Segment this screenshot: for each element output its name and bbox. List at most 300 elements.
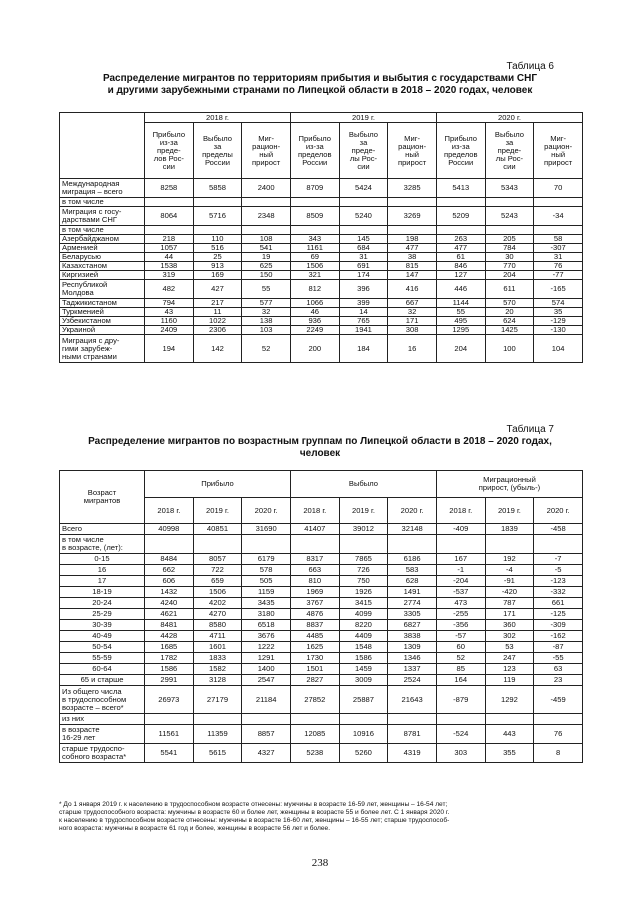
column-header-line: пределов [443, 149, 478, 159]
row-label-line: Молдова [62, 288, 94, 297]
cell: 1601 [193, 642, 242, 653]
group-header: Выбыло [290, 471, 436, 498]
column-header-line: лы Рос- [349, 153, 378, 163]
cell: 812 [290, 280, 339, 299]
column-header [290, 123, 339, 179]
cell: 691 [339, 262, 388, 271]
cell: 6827 [388, 620, 437, 631]
cell: 1730 [290, 653, 339, 664]
column-header-line: преде- [351, 145, 376, 155]
cell: 32 [242, 308, 291, 317]
cell: -537 [436, 587, 485, 598]
cell [388, 226, 437, 235]
cell [242, 198, 291, 207]
cell: 16 [388, 335, 437, 363]
row-label-line: Украиной [62, 325, 96, 334]
cell: 815 [388, 262, 437, 271]
column-header-line: рацион- [544, 141, 573, 151]
cell: 119 [485, 675, 534, 686]
cell: 40998 [145, 524, 194, 535]
cell: -123 [534, 576, 583, 587]
cell: 8781 [388, 725, 437, 744]
cell [290, 226, 339, 235]
column-header-line: Миг- [404, 133, 421, 143]
cell: 4202 [193, 598, 242, 609]
cell [290, 714, 339, 725]
corner-cell [60, 113, 145, 179]
cell: 726 [339, 565, 388, 576]
cell: 3767 [290, 598, 339, 609]
row-label [60, 725, 145, 744]
cell: 5260 [339, 744, 388, 763]
cell [290, 535, 339, 554]
cell: 32 [388, 308, 437, 317]
cell: 2306 [193, 326, 242, 335]
cell: 63 [534, 664, 583, 675]
table-row [60, 244, 583, 253]
row-label-line: Арменией [62, 243, 98, 252]
cell: 477 [388, 244, 437, 253]
corner-line: Возраст [87, 488, 117, 497]
row-label-line: 65 и старше [80, 675, 124, 684]
column-header-line: России [204, 157, 230, 167]
cell: 194 [145, 335, 194, 363]
row-label [60, 299, 145, 308]
row-label-line: ными странами [62, 351, 117, 361]
cell: 3285 [388, 179, 437, 198]
row-label-line: 40-49 [92, 631, 112, 640]
row-label-line: 50-54 [92, 642, 112, 651]
column-header-line: рацион- [398, 141, 427, 151]
cell: 21184 [242, 686, 291, 714]
cell: 8481 [145, 620, 194, 631]
cell: 69 [290, 253, 339, 262]
table6-title: Распределение мигрантов по территориям прибытия и выбытия с государствами СНГ и другими зарубежными странами по Липецкой области в 2018 – 2020 годах, человек [102, 73, 538, 96]
row-label [60, 262, 145, 271]
cell: 4099 [339, 609, 388, 620]
cell: 1969 [290, 587, 339, 598]
cell [339, 198, 388, 207]
footnote-line: * До 1 января 2019 г. к населению в трудоспособном возрасте отнесены: мужчины в возрасте 16-59 лет, женщины – 16-54 лет; [59, 801, 448, 808]
cell: 205 [485, 235, 534, 244]
cell [145, 535, 194, 554]
cell: 218 [145, 235, 194, 244]
cell [485, 226, 534, 235]
column-header-line: России [448, 157, 474, 167]
column-header-line: Выбыло [494, 129, 524, 139]
column-header [485, 123, 534, 179]
cell: 3128 [193, 675, 242, 686]
table-row [60, 587, 583, 598]
cell [193, 226, 242, 235]
year-header: 2018 г. [290, 498, 339, 524]
cell: 1057 [145, 244, 194, 253]
cell: 1222 [242, 642, 291, 653]
cell: 399 [339, 299, 388, 308]
cell: 100 [485, 335, 534, 363]
cell: 5209 [436, 207, 485, 226]
row-label-line: Миграция с дру- [62, 335, 120, 345]
table-row [60, 535, 583, 554]
cell: 787 [485, 598, 534, 609]
cell: 204 [485, 271, 534, 280]
cell: 1066 [290, 299, 339, 308]
year-header: 2019 г. [485, 498, 534, 524]
row-label-line: 25-29 [92, 609, 112, 618]
table-row [60, 235, 583, 244]
cell: 2249 [290, 326, 339, 335]
cell: 1501 [290, 664, 339, 675]
table6-body [60, 179, 583, 363]
group-header [436, 471, 582, 498]
header-row [60, 113, 583, 123]
cell: 2400 [242, 179, 291, 198]
row-label [60, 675, 145, 686]
table7 [59, 470, 583, 763]
column-header-line: Миг- [258, 133, 275, 143]
cell: 11561 [145, 725, 194, 744]
row-label [60, 631, 145, 642]
cell [534, 535, 583, 554]
cell: 495 [436, 317, 485, 326]
row-label-line: 0-15 [94, 554, 110, 563]
cell: 52 [436, 653, 485, 664]
column-header-line: сии [162, 161, 175, 171]
row-label-line: в трудоспособном [62, 694, 127, 704]
cell: 138 [242, 317, 291, 326]
cell: 784 [485, 244, 534, 253]
row-label [60, 244, 145, 253]
cell: 4319 [388, 744, 437, 763]
cell: 23 [534, 675, 583, 686]
row-label [60, 226, 145, 235]
column-header [436, 123, 485, 179]
cell: 750 [339, 576, 388, 587]
table-row [60, 686, 583, 714]
cell: 110 [193, 235, 242, 244]
year-header: 2020 г. [242, 498, 291, 524]
cell: 1506 [290, 262, 339, 271]
row-label-line: Киргизией [62, 270, 99, 279]
row-label [60, 524, 145, 535]
cell: 31 [339, 253, 388, 262]
cell: 142 [193, 335, 242, 363]
row-label-line: 30-39 [92, 620, 112, 629]
cell: 123 [485, 664, 534, 675]
cell: 1833 [193, 653, 242, 664]
cell: 4876 [290, 609, 339, 620]
cell: 1309 [388, 642, 437, 653]
cell: 624 [485, 317, 534, 326]
page-number: 238 [311, 857, 329, 869]
cell: 611 [485, 280, 534, 299]
column-header-line: пределов [298, 149, 332, 159]
cell: 31 [534, 253, 583, 262]
table-row [60, 299, 583, 308]
cell [339, 226, 388, 235]
cell: 5541 [145, 744, 194, 763]
cell: 846 [436, 262, 485, 271]
cell: 76 [534, 262, 583, 271]
cell: 913 [193, 262, 242, 271]
cell: 1586 [145, 664, 194, 675]
row-label-line: в возрасте [62, 725, 100, 734]
column-header-line: России [302, 157, 328, 167]
cell: 8317 [290, 554, 339, 565]
cell: 1144 [436, 299, 485, 308]
cell: 11 [193, 308, 242, 317]
corner-cell [60, 471, 145, 524]
cell: 3415 [339, 598, 388, 609]
table-row [60, 198, 583, 207]
footnote-line: старше трудоспособного возраста: мужчины в возрасте 60 и более лет, женщины в возрасте 55 и более лет. С 1 января 2020 г. [59, 809, 450, 816]
cell: 1685 [145, 642, 194, 653]
row-label-line: Туркменией [62, 307, 104, 316]
cell: 150 [242, 271, 291, 280]
table-row [60, 642, 583, 653]
row-label-line: Таджикистаном [62, 298, 117, 307]
column-header-line: Прибыло [444, 133, 477, 143]
cell: 198 [388, 235, 437, 244]
row-label-line: в возрасте, (лет): [62, 543, 123, 552]
cell: 4485 [290, 631, 339, 642]
cell: 1839 [485, 524, 534, 535]
cell: 247 [485, 653, 534, 664]
cell: 35 [534, 308, 583, 317]
cell [193, 198, 242, 207]
column-header-line: из-за [451, 141, 470, 151]
table-row [60, 271, 583, 280]
cell: 360 [485, 620, 534, 631]
cell [339, 535, 388, 554]
cell: 12085 [290, 725, 339, 744]
cell: 4270 [193, 609, 242, 620]
cell: 4428 [145, 631, 194, 642]
cell: 85 [436, 664, 485, 675]
table7-number: Таблица 7 [506, 424, 554, 435]
cell: 217 [193, 299, 242, 308]
cell: 31690 [242, 524, 291, 535]
cell: 6186 [388, 554, 437, 565]
cell: 145 [339, 235, 388, 244]
cell: 577 [242, 299, 291, 308]
cell: 1295 [436, 326, 485, 335]
cell: 321 [290, 271, 339, 280]
row-label-line: 60-64 [92, 664, 112, 673]
column-header [145, 123, 194, 179]
row-label [60, 271, 145, 280]
column-header-line: ный [259, 149, 274, 159]
column-header-line: Выбыло [202, 133, 233, 143]
cell: 55 [242, 280, 291, 299]
cell: 104 [534, 335, 583, 363]
column-header-line: Прибыло [298, 133, 332, 143]
row-label-line: Международная [62, 179, 120, 188]
cell: 661 [534, 598, 583, 609]
cell: 1022 [193, 317, 242, 326]
cell: 103 [242, 326, 291, 335]
cell: 3435 [242, 598, 291, 609]
cell: 1346 [388, 653, 437, 664]
row-label [60, 620, 145, 631]
column-header-line: прирост [543, 157, 573, 167]
cell: 6518 [242, 620, 291, 631]
group-header: Прибыло [145, 471, 291, 498]
cell: 3676 [242, 631, 291, 642]
cell: 2524 [388, 675, 437, 686]
cell [339, 714, 388, 725]
year-header: 2018 г. [145, 113, 291, 123]
row-label [60, 664, 145, 675]
column-header [534, 123, 583, 179]
cell: 1926 [339, 587, 388, 598]
table-row [60, 326, 583, 335]
cell: -459 [534, 686, 583, 714]
table7-footnote [59, 801, 583, 833]
cell: 1506 [193, 587, 242, 598]
cell: 204 [436, 335, 485, 363]
cell: 2774 [388, 598, 437, 609]
table7-header [60, 471, 583, 524]
cell: 70 [534, 179, 583, 198]
cell [242, 714, 291, 725]
column-header-line: лов Рос- [153, 153, 184, 163]
group-header-line: прирост, (убыль-) [478, 483, 541, 492]
cell: 667 [388, 299, 437, 308]
cell: 147 [388, 271, 437, 280]
cell: 1159 [242, 587, 291, 598]
cell: 302 [485, 631, 534, 642]
cell: 200 [290, 335, 339, 363]
cell: 1538 [145, 262, 194, 271]
column-header-line: Миг- [550, 133, 567, 143]
cell: 39012 [339, 524, 388, 535]
cell: 1548 [339, 642, 388, 653]
cell: 3269 [388, 207, 437, 226]
cell: 482 [145, 280, 194, 299]
cell: 4409 [339, 631, 388, 642]
cell [145, 226, 194, 235]
row-label [60, 609, 145, 620]
row-label-line: Беларусью [62, 252, 101, 261]
cell: 1582 [193, 664, 242, 675]
year-header: 2020 г. [436, 113, 582, 123]
row-label-line: дарствами СНГ [62, 215, 117, 224]
cell: -458 [534, 524, 583, 535]
row-label [60, 235, 145, 244]
cell: 319 [145, 271, 194, 280]
cell: 574 [534, 299, 583, 308]
table-row [60, 576, 583, 587]
cell: 4240 [145, 598, 194, 609]
row-label [60, 198, 145, 207]
cell: 19 [242, 253, 291, 262]
cell: 810 [290, 576, 339, 587]
row-label-line: миграция – всего [62, 187, 123, 196]
cell: 5240 [339, 207, 388, 226]
row-label-line: старше трудоспо- [62, 744, 125, 753]
cell: -77 [534, 271, 583, 280]
row-label [60, 642, 145, 653]
table6-number: Таблица 6 [506, 61, 554, 72]
cell: 32148 [388, 524, 437, 535]
cell: 76 [534, 725, 583, 744]
cell: -91 [485, 576, 534, 587]
table-row [60, 524, 583, 535]
cell: 473 [436, 598, 485, 609]
cell [290, 198, 339, 207]
table-row [60, 744, 583, 763]
row-label-line: Из общего числа [62, 686, 122, 696]
cell: 43 [145, 308, 194, 317]
table-row [60, 308, 583, 317]
column-header [339, 123, 388, 179]
row-label-line: Миграция с госу- [62, 207, 122, 216]
row-label [60, 714, 145, 725]
row-label-line: в том числе [62, 535, 104, 544]
cell: 2348 [242, 207, 291, 226]
header-row [60, 471, 583, 498]
cell: -55 [534, 653, 583, 664]
column-header-line: преде- [157, 145, 181, 155]
cell: 1491 [388, 587, 437, 598]
cell [193, 535, 242, 554]
cell: 416 [388, 280, 437, 299]
table7-body [60, 524, 583, 763]
cell: 1291 [242, 653, 291, 664]
cell: -130 [534, 326, 583, 335]
row-label [60, 686, 145, 714]
cell: 659 [193, 576, 242, 587]
cell: 38 [388, 253, 437, 262]
cell: -879 [436, 686, 485, 714]
table-row [60, 335, 583, 363]
row-label [60, 576, 145, 587]
cell: 1337 [388, 664, 437, 675]
row-label-line: из них [62, 714, 85, 723]
corner-line: мигрантов [83, 496, 121, 505]
cell: 4621 [145, 609, 194, 620]
cell: 1625 [290, 642, 339, 653]
row-label [60, 335, 145, 363]
cell: -125 [534, 609, 583, 620]
cell: 174 [339, 271, 388, 280]
table-row [60, 179, 583, 198]
cell: 722 [193, 565, 242, 576]
row-label-line: 18-19 [92, 587, 112, 596]
cell: 3838 [388, 631, 437, 642]
cell: 663 [290, 565, 339, 576]
cell [534, 714, 583, 725]
row-label-line: 17 [97, 576, 107, 585]
cell: 7865 [339, 554, 388, 565]
cell [485, 198, 534, 207]
row-label [60, 744, 145, 763]
cell: 53 [485, 642, 534, 653]
row-label [60, 587, 145, 598]
cell: 936 [290, 317, 339, 326]
cell: 2409 [145, 326, 194, 335]
cell: 628 [388, 576, 437, 587]
cell: -255 [436, 609, 485, 620]
cell: 303 [436, 744, 485, 763]
table-row [60, 207, 583, 226]
cell: 192 [485, 554, 534, 565]
row-label-line: Всего [62, 524, 82, 533]
cell: 8258 [145, 179, 194, 198]
cell: -1 [436, 565, 485, 576]
cell [388, 535, 437, 554]
